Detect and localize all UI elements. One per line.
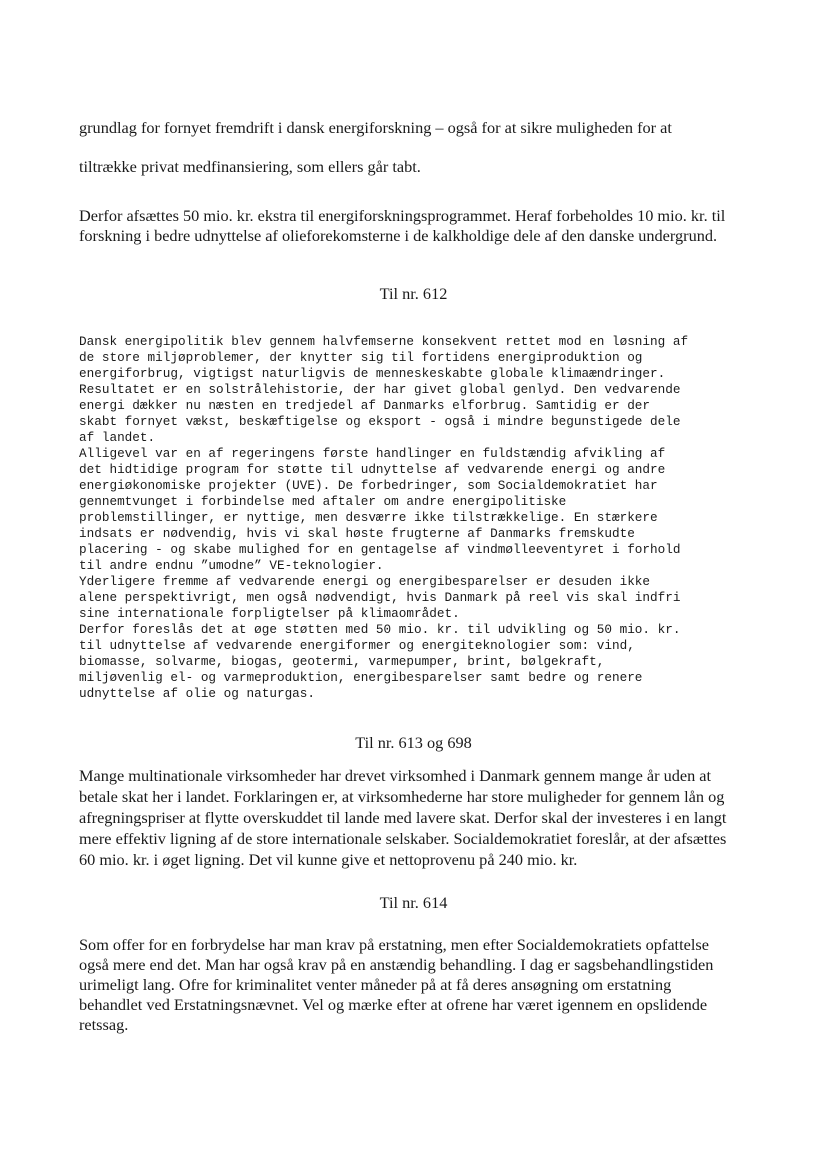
text-line: afregningspriser at flytte overskuddet til lande med lavere skat. Derfor skal der investeres i en langt — [79, 808, 727, 827]
text-line: urimeligt lang. Ofre for kriminalitet venter måneder på at få deres ansøgning om erstatning — [79, 975, 672, 994]
text-line: Som offer for en forbrydelse har man krav på erstatning, men efter Socialdemokratiets opfattelse — [79, 935, 709, 954]
text-line: Resultatet er en solstrålehistorie, der har givet global genlyd. Den vedvarende — [79, 382, 681, 397]
text-line: biomasse, solvarme, biogas, geotermi, varmepumper, brint, bølgekraft, — [79, 654, 605, 669]
text-line: energiforbrug, vigtigst naturligvis de menneskeskabte globale klimaændringer. — [79, 366, 666, 381]
text-line: problemstillinger, er nyttige, men desværre ikke tilstrækkelige. En stærkere — [79, 510, 658, 525]
text-line: placering - og skabe mulighed for en gentagelse af vindmølleeventyret i forhold — [79, 542, 681, 557]
text-line: gennemtvunget i forbindelse med aftaler om andre energipolitiske — [79, 494, 567, 509]
text-line: 60 mio. kr. i øget ligning. Det vil kunne give et nettoprovenu på 240 mio. kr. — [79, 850, 578, 869]
text-line: til udnyttelse af vedvarende energiformer og energiteknologier som: vind, — [79, 638, 635, 653]
text-line: Yderligere fremme af vedvarende energi og energibesparelser er desuden ikke — [79, 574, 651, 589]
text-line: mere effektiv ligning af de store internationale selskaber. Socialdemokratiet foreslår, at der afsættes — [79, 829, 727, 848]
text-line: Derfor foreslås det at øge støtten med 50 mio. kr. til udvikling og 50 mio. kr. — [79, 622, 681, 637]
text-line: også mere end det. Man har også krav på en anstændig behandling. I dag er sagsbehandlingstiden — [79, 955, 714, 974]
section-heading-613: Til nr. 613 og 698 — [355, 733, 472, 752]
text-line: skabt fornyet vækst, beskæftigelse og eksport - også i mindre begunstigede dele — [79, 414, 681, 429]
text-line: forskning i bedre udnyttelse af olieforekomsterne i de kalkholdige dele af den danske undergrund. — [79, 226, 718, 245]
text-line: alene perspektivrigt, men også nødvendigt, hvis Danmark på reel vis skal indfri — [79, 590, 681, 605]
text-line: sine internationale forpligtelser på klimaområdet. — [79, 606, 460, 621]
section-heading-614: Til nr. 614 — [379, 893, 448, 912]
text-line: miljøvenlig el- og varmeproduktion, energibesparelser samt bedre og renere — [79, 670, 643, 685]
text-line: udnyttelse af olie og naturgas. — [79, 686, 316, 701]
text-line: behandlet ved Erstatningsnævnet. Vel og mærke efter at ofrene har været igennem en opslidende — [79, 995, 708, 1014]
text-line: indsats er nødvendig, hvis vi skal høste frugterne af Danmarks fremskudte — [79, 526, 635, 541]
text-line: Alligevel var en af regeringens første handlinger en fuldstændig afvikling af — [79, 446, 666, 461]
text-line: de store miljøproblemer, der knytter sig til fortidens energiproduktion og — [79, 350, 643, 365]
text-line: retssag. — [79, 1015, 129, 1034]
intro-line-1: grundlag for fornyet fremdrift i dansk energiforskning – også for at sikre muligheden for at — [79, 118, 672, 137]
text-line: energiøkonomiske projekter (UVE). De forbedringer, som Socialdemokratiet har — [79, 478, 658, 493]
text-line: til andre endnu ”umodne” VE-teknologier. — [79, 558, 384, 573]
text-line: energi dækker nu næsten en tredjedel af Danmarks elforbrug. Samtidig er der — [79, 398, 651, 413]
section-heading-612: Til nr. 612 — [379, 284, 448, 303]
text-line: det hidtidige program for støtte til udnyttelse af vedvarende energi og andre — [79, 462, 666, 477]
text-line: Mange multinationale virksomheder har drevet virksomhed i Danmark gennem mange år uden at — [79, 766, 712, 785]
text-line: betale skat her i landet. Forklaringen er, at virksomhederne har store muligheder for gennem lån og — [79, 787, 725, 806]
text-line: Derfor afsættes 50 mio. kr. ekstra til energiforskningsprogrammet. Heraf forbeholdes 10 mio. kr. til — [79, 206, 726, 225]
text-line: af landet. — [79, 430, 156, 445]
text-line: Dansk energipolitik blev gennem halvfemserne konsekvent rettet mod en løsning af — [79, 334, 689, 349]
intro-line-2: tiltrække privat medfinansiering, som ellers går tabt. — [79, 157, 421, 176]
